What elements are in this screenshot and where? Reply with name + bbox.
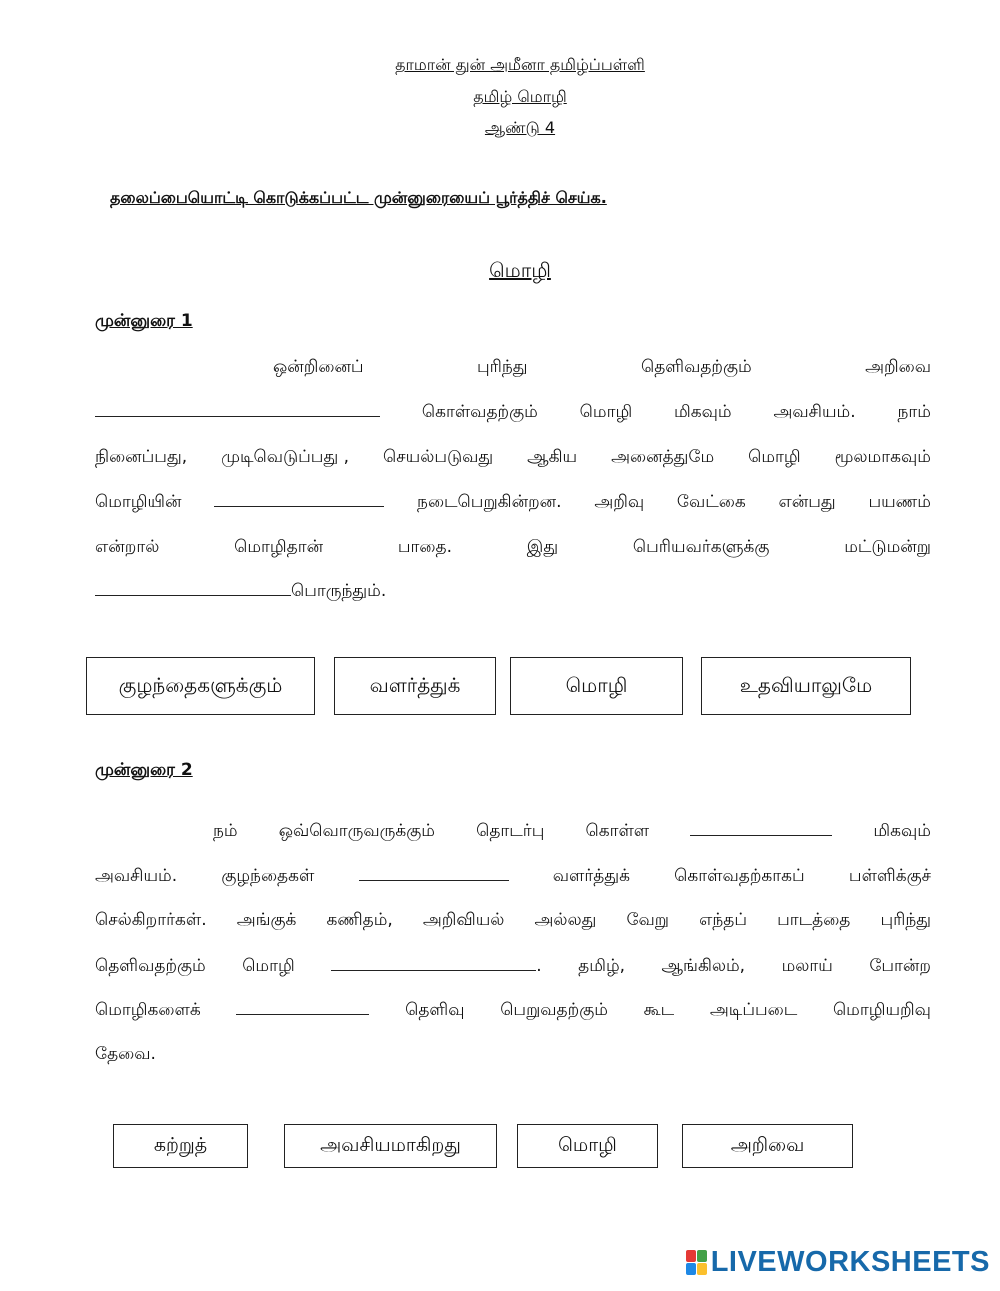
word: மிகவும் [674,402,732,422]
liveworksheets-logo [686,1246,990,1279]
answer-blank[interactable] [690,821,832,836]
answer-blank[interactable] [95,402,380,417]
option-word[interactable]: வளர்த்துக் [334,657,496,715]
word: இது [526,537,559,557]
word: தெளிவதற்கும் [640,357,752,377]
s1-line1 [95,357,931,379]
word: மிகவும் [873,821,931,841]
word: . [536,956,542,976]
option-word[interactable]: மொழி [510,657,683,715]
word: வேறு [626,910,669,930]
word: தொடர்பு [476,821,545,841]
word: அல்லது [534,910,597,930]
answer-blank[interactable] [236,1000,369,1015]
s2-line6 [95,1044,931,1066]
option-word[interactable]: அவசியமாகிறது [284,1124,497,1168]
word: ஆகிய [527,447,578,467]
word: எந்தப் [699,910,747,930]
word: தமிழ், [578,956,626,976]
word: அவசியம். [95,866,178,886]
answer-blank[interactable] [214,492,384,507]
word: மொழி [748,447,801,467]
s1-line6 [95,581,931,603]
word: அனைத்துமே [611,447,715,467]
word: மொழி [242,956,295,976]
word: கொள்வதற்கும் [421,402,538,422]
word: செல்கிறார்கள். [95,910,207,930]
word: தெளிவதற்கும் [95,956,206,976]
word: தெளிவு [405,1000,465,1020]
word: பெறுவதற்கும் [500,1000,608,1020]
word: அடிப்படை [709,1000,798,1020]
word: ஒவ்வொருவருக்கும் [278,821,435,841]
word: நம் [213,821,238,841]
word: மொழிகளைக் [95,1000,201,1020]
s1-line3 [95,447,931,469]
word: அறிவை [865,357,931,377]
word: ஆங்கிலம், [661,956,746,976]
word: மட்டுமன்று [844,537,931,557]
logo-text: LIVEWORKSHEETS [710,1246,990,1278]
option-word[interactable]: கற்றுத் [113,1124,248,1168]
word: மொழிதான் [234,537,324,557]
s2-line2 [95,866,931,888]
word: நினைப்பது, [95,447,188,467]
word: மொழி [579,402,633,422]
option-word[interactable]: உதவியாலுமே [701,657,911,715]
word: பாதை. [397,537,452,557]
answer-blank[interactable] [359,866,509,881]
word: தேவை. [95,1044,156,1064]
word: கூட [643,1000,675,1020]
s2-line3 [95,910,931,932]
answer-blank[interactable] [95,581,291,596]
s1-line5 [95,537,931,559]
word: கணிதம், [326,910,393,930]
option-word[interactable]: அறிவை [682,1124,853,1168]
word: நடைபெறுகின்றன. [417,492,562,512]
word: பள்ளிக்குச் [848,866,931,886]
s2-line1 [95,821,931,843]
option-word[interactable]: குழந்தைகளுக்கும் [86,657,315,715]
s1-line2 [95,402,931,424]
word: புரிந்து [477,357,528,377]
s2-line5 [95,1000,931,1022]
word: பயணம் [868,492,931,512]
word: போன்ற [869,956,931,976]
option-word[interactable]: மொழி [517,1124,658,1168]
word: புரிந்து [880,910,931,930]
section1-heading: முன்னுரை 1 [95,311,193,331]
school-name: தாமான் துன் அமீனா தமிழ்ப்பள்ளி [395,55,645,74]
word: மொழியின் [95,492,182,512]
word: என்றால் [95,537,160,557]
word: மூலமாகவும் [834,447,931,467]
word: கொள்வதற்காகப் [674,866,805,886]
word: ஒன்றினைப் [273,357,364,377]
section2-heading: முன்னுரை 2 [95,760,193,780]
year-label: ஆண்டு 4 [484,118,556,137]
word: அறிவியல் [422,910,505,930]
word: அங்குக் [236,910,297,930]
word: வளர்த்துக் [552,866,630,886]
subject-title: தமிழ் மொழி [473,87,567,106]
word: மொழியறிவு [832,1000,931,1020]
logo-icon [686,1250,707,1275]
word: பெரியவர்களுக்கு [632,537,770,557]
word: அறிவு [594,492,645,512]
instruction: தலைப்பையொட்டி கொடுக்கப்பட்ட முன்னுரையைப் பூர்த்திச் செய்க. [110,188,607,207]
word: என்பது [778,492,836,512]
word: கொள்ள [585,821,650,841]
word: நாம் [897,402,931,422]
word: அவசியம். [773,402,856,422]
topic-title: மொழி [489,258,551,282]
word: பொருந்தும். [291,581,387,601]
word: குழந்தைகள் [221,866,315,886]
word: பாடத்தை [777,910,851,930]
s1-line4 [95,492,931,514]
word: செயல்படுவது [382,447,494,467]
s2-line4 [95,956,931,978]
word: முடிவெடுப்பது , [221,447,350,467]
word: வேட்கை [676,492,746,512]
answer-blank[interactable] [331,956,536,971]
word: மலாய் [781,956,833,976]
